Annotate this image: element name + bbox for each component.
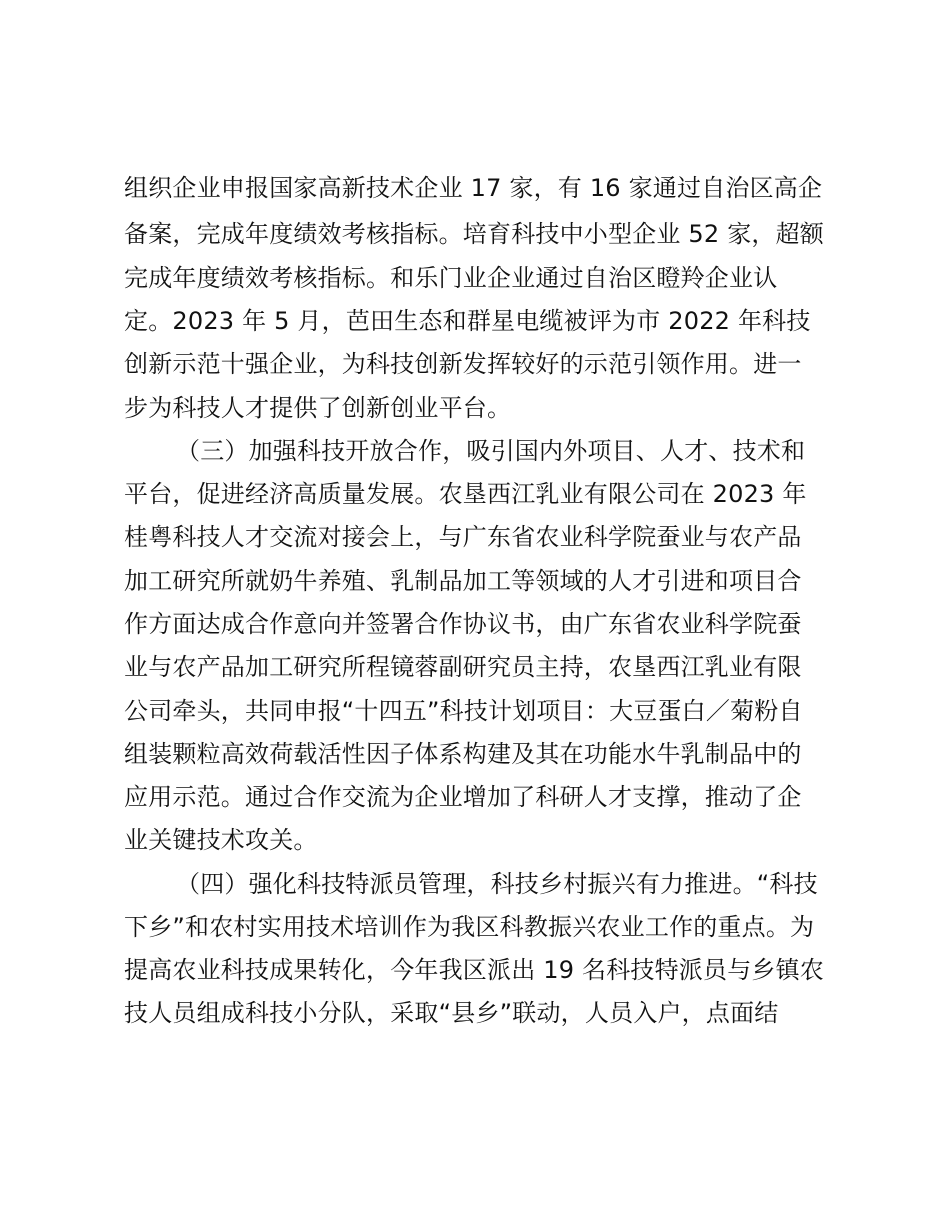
section-heading-line: （四）强化科技特派员管理，科技乡村振兴有力推进。“科技 xyxy=(176,870,818,898)
body-text-line: 业与农产品加工研究所程镜蓉副研究员主持，农垦西江乳业有限 xyxy=(124,653,802,681)
body-text-line: 提高农业科技成果转化，今年我区派出 19 名科技特派员与乡镇农 xyxy=(124,956,824,984)
body-text-line: 完成年度绩效考核指标。和乐门业企业通过自治区瞪羚企业认 xyxy=(124,264,778,292)
body-text-line: 下乡”和农村实用技术培训作为我区科教振兴农业工作的重点。为 xyxy=(124,913,815,941)
body-text-line: 业关键技术攻关。 xyxy=(124,826,318,854)
body-text-line: 技人员组成科技小分队，采取“县乡”联动，人员入户，点面结 xyxy=(124,999,779,1027)
body-text-line: 创新示范十强企业，为科技创新发挥较好的示范引领作用。进一 xyxy=(124,350,802,378)
body-text-line: 应用示范。通过合作交流为企业增加了科研人才支撑，推动了企 xyxy=(124,783,802,811)
body-text-line: 组织企业申报国家高新技术企业 17 家，有 16 家通过自治区高企 xyxy=(124,174,823,202)
body-text-line: 作方面达成合作意向并签署合作协议书，由广东省农业科学院蚕 xyxy=(124,610,802,638)
body-text-line: 步为科技人才提供了创新创业平台。 xyxy=(124,394,512,422)
body-text-line: 公司牵头，共同申报“十四五”科技计划项目：大豆蛋白／菊粉自 xyxy=(124,697,803,725)
body-text-line: 加工研究所就奶牛养殖、乳制品加工等领域的人才引进和项目合 xyxy=(124,567,802,595)
section-heading-line: （三）加强科技开放合作，吸引国内外项目、人才、技术和 xyxy=(176,437,806,465)
body-text-line: 组装颗粒高效荷载活性因子体系构建及其在功能水牛乳制品中的 xyxy=(124,740,802,768)
body-text-line: 桂粤科技人才交流对接会上，与广东省农业科学院蚕业与农产品 xyxy=(124,523,802,551)
body-text-line: 备案，完成年度绩效考核指标。培育科技中小型企业 52 家，超额 xyxy=(124,220,824,248)
body-text-line: 平台，促进经济高质量发展。农垦西江乳业有限公司在 2023 年 xyxy=(124,480,807,508)
body-text-line: 定。2023 年 5 月，芭田生态和群星电缆被评为市 2022 年科技 xyxy=(124,307,811,335)
